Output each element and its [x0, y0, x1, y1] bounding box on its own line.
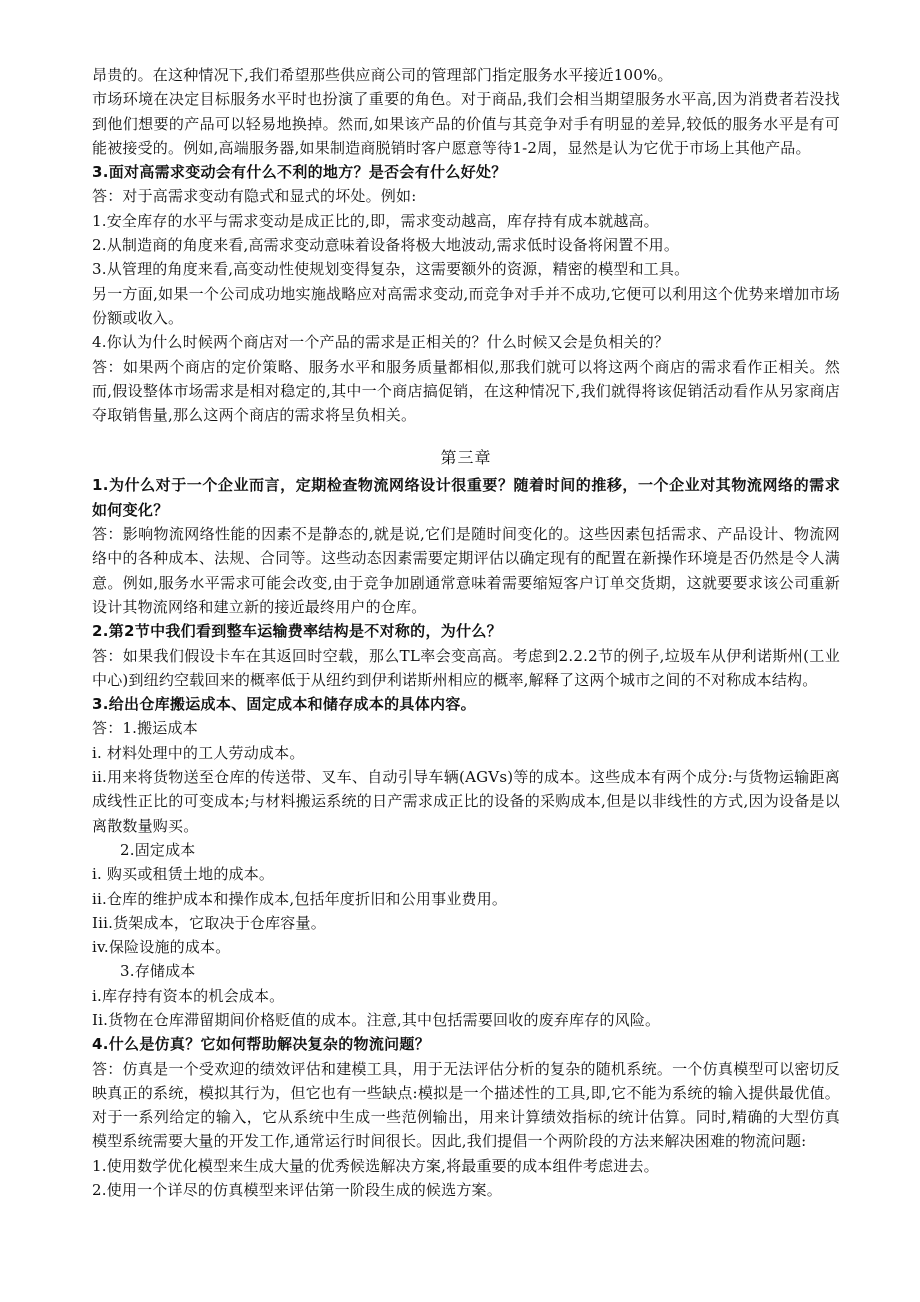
- question-heading: 1.为什么对于一个企业而言，定期检查物流网络设计很重要？随着时间的推移，一个企业对其物流网络的需求如何变化？: [92, 476, 840, 519]
- sub-heading: 2.固定成本: [120, 840, 196, 859]
- list-item: Iii.货架成本，它取决于仓库容量。: [92, 913, 326, 932]
- answer-paragraph: 答：对于高需求变动有隐式和显式的坏处。例如:: [92, 187, 417, 206]
- paragraph: 昂贵的。在这种情况下,我们希望那些供应商公司的管理部门指定服务水平接近100%。: [92, 66, 673, 84]
- list-item: i. 购买或租赁土地的成本。: [92, 865, 275, 884]
- list-item: iv.保险设施的成本。: [92, 938, 231, 957]
- list-item: 1.使用数学优化模型来生成大量的优秀候选解决方案,将最重要的成本组件考虑进去。: [92, 1156, 659, 1175]
- list-item: 2.从制造商的角度来看,高需求变动意味着设备将极大地波动,需求低时设备将闲置不用。: [92, 236, 680, 255]
- list-item: ii.用来将货物送至仓库的传送带、叉车、自动引导车辆(AGVs)等的成本。这些成本有两个成分:与货物运输距离成线性正比的可变成本;与材料搬运系统的日产需求成正比的设备的采购成本,但是以非线性的方式,因为设备是以离散数量购买。: [92, 768, 840, 835]
- answer-paragraph: 答：仿真是一个受欢迎的绩效评估和建模工具，用于无法评估分析的复杂的随机系统。一个仿真模型可以密切反映真正的系统，模拟其行为，但它也有一些缺点:模拟是一个描述性的工具,即,它不能为系统的输入提供最优值。对于一系列给定的输入，它从系统中生成一些范例输出，用来计算绩效指标的统计估算。同时,精确的大型仿真模型系统需要大量的开发工作,通常运行时间很长。因此,我们提倡一个两阶段的方法来解决困难的物流问题:: [92, 1059, 840, 1151]
- list-item: ii.仓库的维护成本和操作成本,包括年度折旧和公用事业费用。: [92, 889, 508, 908]
- question-paragraph: 4.你认为什么时候两个商店对一个产品的需求是正相关的？什么时候又会是负相关的？: [92, 333, 670, 352]
- question-heading: 4.什么是仿真？它如何帮助解决复杂的物流问题？: [92, 1035, 431, 1054]
- chapter-title: 第三章: [440, 448, 492, 468]
- list-item: i.库存持有资本的机会成本。: [92, 986, 285, 1005]
- list-item: 3.从管理的角度来看,高变动性使规划变得复杂，这需要额外的资源，精密的模型和工具。: [92, 260, 690, 279]
- paragraph: 市场环境在决定目标服务水平时也扮演了重要的角色。对于商品,我们会相当期望服务水平高,因为消费者若没找到他们想要的产品可以轻易地换掉。然而,如果该产品的价值与其竞争对手有明显的差异,较低的服务水平是有可能被接受的。例如,高端服务器,如果制造商脱销时客户愿意等待1-2周，显然是认为它优于市场上其他产品。: [92, 90, 840, 157]
- answer-paragraph: 答：如果我们假设卡车在其返回时空载，那么TL率会变高高。考虑到2.2.2节的例子,垃圾车从伊利诺斯州(工业中心)到纽约空载回来的概率低于从纽约到伊利诺斯州相应的概率,解释了这两个城市之间的不对称成本结构。: [92, 646, 840, 689]
- list-item: Ii.货物在仓库滞留期间价格贬值的成本。注意,其中包括需要回收的废弃库存的风险。: [92, 1010, 661, 1029]
- question-heading: 3.给出仓库搬运成本、固定成本和储存成本的具体内容。: [92, 695, 476, 714]
- answer-paragraph: 答：影响物流网络性能的因素不是静态的,就是说,它们是随时间变化的。这些因素包括需求、产品设计、物流网络中的各种成本、法规、合同等。这些动态因素需要定期评估以确定现有的配置在新操作环境是否仍然是令人满意。例如,服务水平需求可能会改变,由于竞争加剧通常意味着需要缩短客户订单交货期，这就要要求该公司重新设计其物流网络和建立新的接近最终用户的仓库。: [92, 525, 840, 616]
- answer-paragraph: 答：如果两个商店的定价策略、服务水平和服务质量都相似,那我们就可以将这两个商店的需求看作正相关。然而,假设整体市场需求是相对稳定的,其中一个商店搞促销，在这种情况下,我们就得将该促销活动看作从另家商店夺取销售量,那么这两个商店的需求将呈负相关。: [92, 357, 840, 425]
- list-item: i. 材料处理中的工人劳动成本。: [92, 743, 305, 762]
- question-heading: 2.第2节中我们看到整车运输费率结构是不对称的，为什么？: [92, 622, 502, 641]
- question-heading: 3.面对高需求变动会有什么不利的地方？是否会有什么好处？: [92, 163, 507, 182]
- list-item: 1.安全库存的水平与需求变动是成正比的,即，需求变动越高，库存持有成本就越高。: [92, 211, 659, 230]
- paragraph: 另一方面,如果一个公司成功地实施战略应对高需求变动,而竞争对手并不成功,它便可以利用这个优势来增加市场份额或收入。: [92, 284, 840, 327]
- list-item: 2.使用一个详尽的仿真模型来评估第一阶段生成的候选方案。: [92, 1181, 502, 1200]
- answer-paragraph: 答：1.搬运成本: [92, 719, 198, 738]
- sub-heading: 3.存储成本: [120, 962, 196, 981]
